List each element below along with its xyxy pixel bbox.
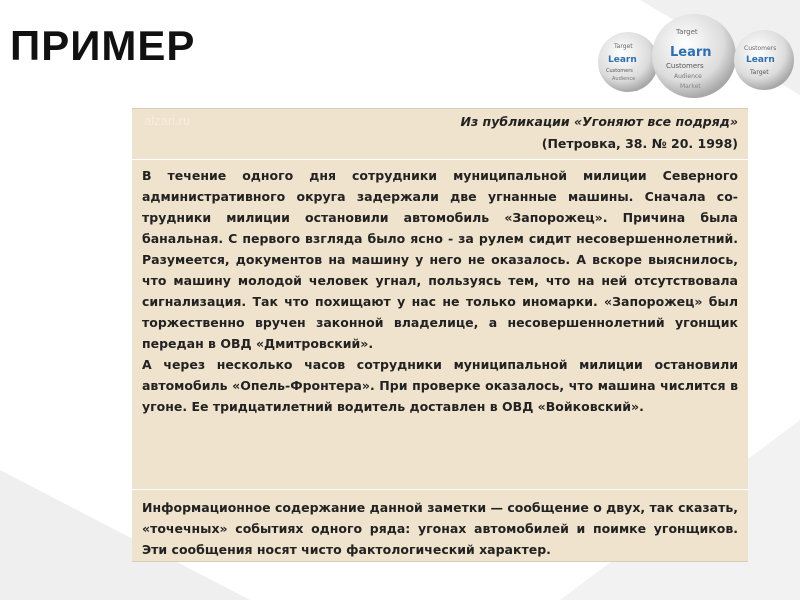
page-title: ПРИМЕР (10, 22, 196, 69)
summary-text (142, 497, 738, 560)
article-paragraph-2: А через несколько часов сотрудники муниципальной милиции остановили автомобиль «Опель-Фронтера». При проверке оказалось, что машина числится в угоне. Ее тридцатилетний водитель доставлен в ОВД «Войковский». (142, 357, 738, 414)
article-paragraph-1: В течение одного дня сотрудники муниципальной милиции Северного административного округа задержали две угнанные машины. Сначала со-трудники милиции остановили автомобиль «Запорожец». Причина была банальная. С первого взгляда было ясно - за рулем сидит несовершеннолетний. Разумеется, документов на машину у него не оказалось. А вскоре выяснилось, что машину молодой человек угнал, пользуясь тем, что на ней отсутствовала сигнализация. Так что похищают у нас не только иномарки. «Запорожец» был торжественно вручен законной владелице, а несовершеннолетний угонщик передан в ОВД «Дмитровский». (142, 168, 738, 351)
word-spheres-illustration (594, 6, 800, 116)
source-reference: (Петровка, 38. № 20. 1998) (541, 136, 738, 151)
sphere-left (598, 32, 658, 92)
divider-top (132, 159, 748, 160)
article-body (142, 165, 738, 417)
sphere-word: Audience (674, 73, 702, 80)
divider-bottom (132, 489, 748, 490)
sphere-word: Audience (612, 76, 636, 82)
sphere-word: Learn (608, 55, 637, 65)
sphere-word: Market (680, 83, 701, 90)
example-text-box (132, 108, 748, 562)
watermark: alzari.ru (144, 113, 191, 128)
sphere-word: Customers (666, 62, 704, 70)
sphere-word: Target (750, 69, 769, 76)
sphere-word: Target (614, 43, 633, 50)
sphere-word: Customers (606, 68, 633, 74)
summary-paragraph: Информационное содержание данной заметки — сообщение о двух, так сказать, «точечных» событиях одного ряда: угонах автомобилей и поимке угонщиков. Эти сообщения носят чисто фактологический характер. (142, 500, 738, 557)
sphere-right (734, 30, 794, 90)
sphere-word: Customers (744, 45, 777, 52)
sphere-middle (652, 14, 736, 98)
sphere-word: Learn (746, 55, 775, 65)
sphere-word: Target (676, 28, 698, 36)
source-title: Из публикации «Угоняют все подряд» (460, 114, 738, 129)
sphere-word: Learn (670, 45, 712, 60)
